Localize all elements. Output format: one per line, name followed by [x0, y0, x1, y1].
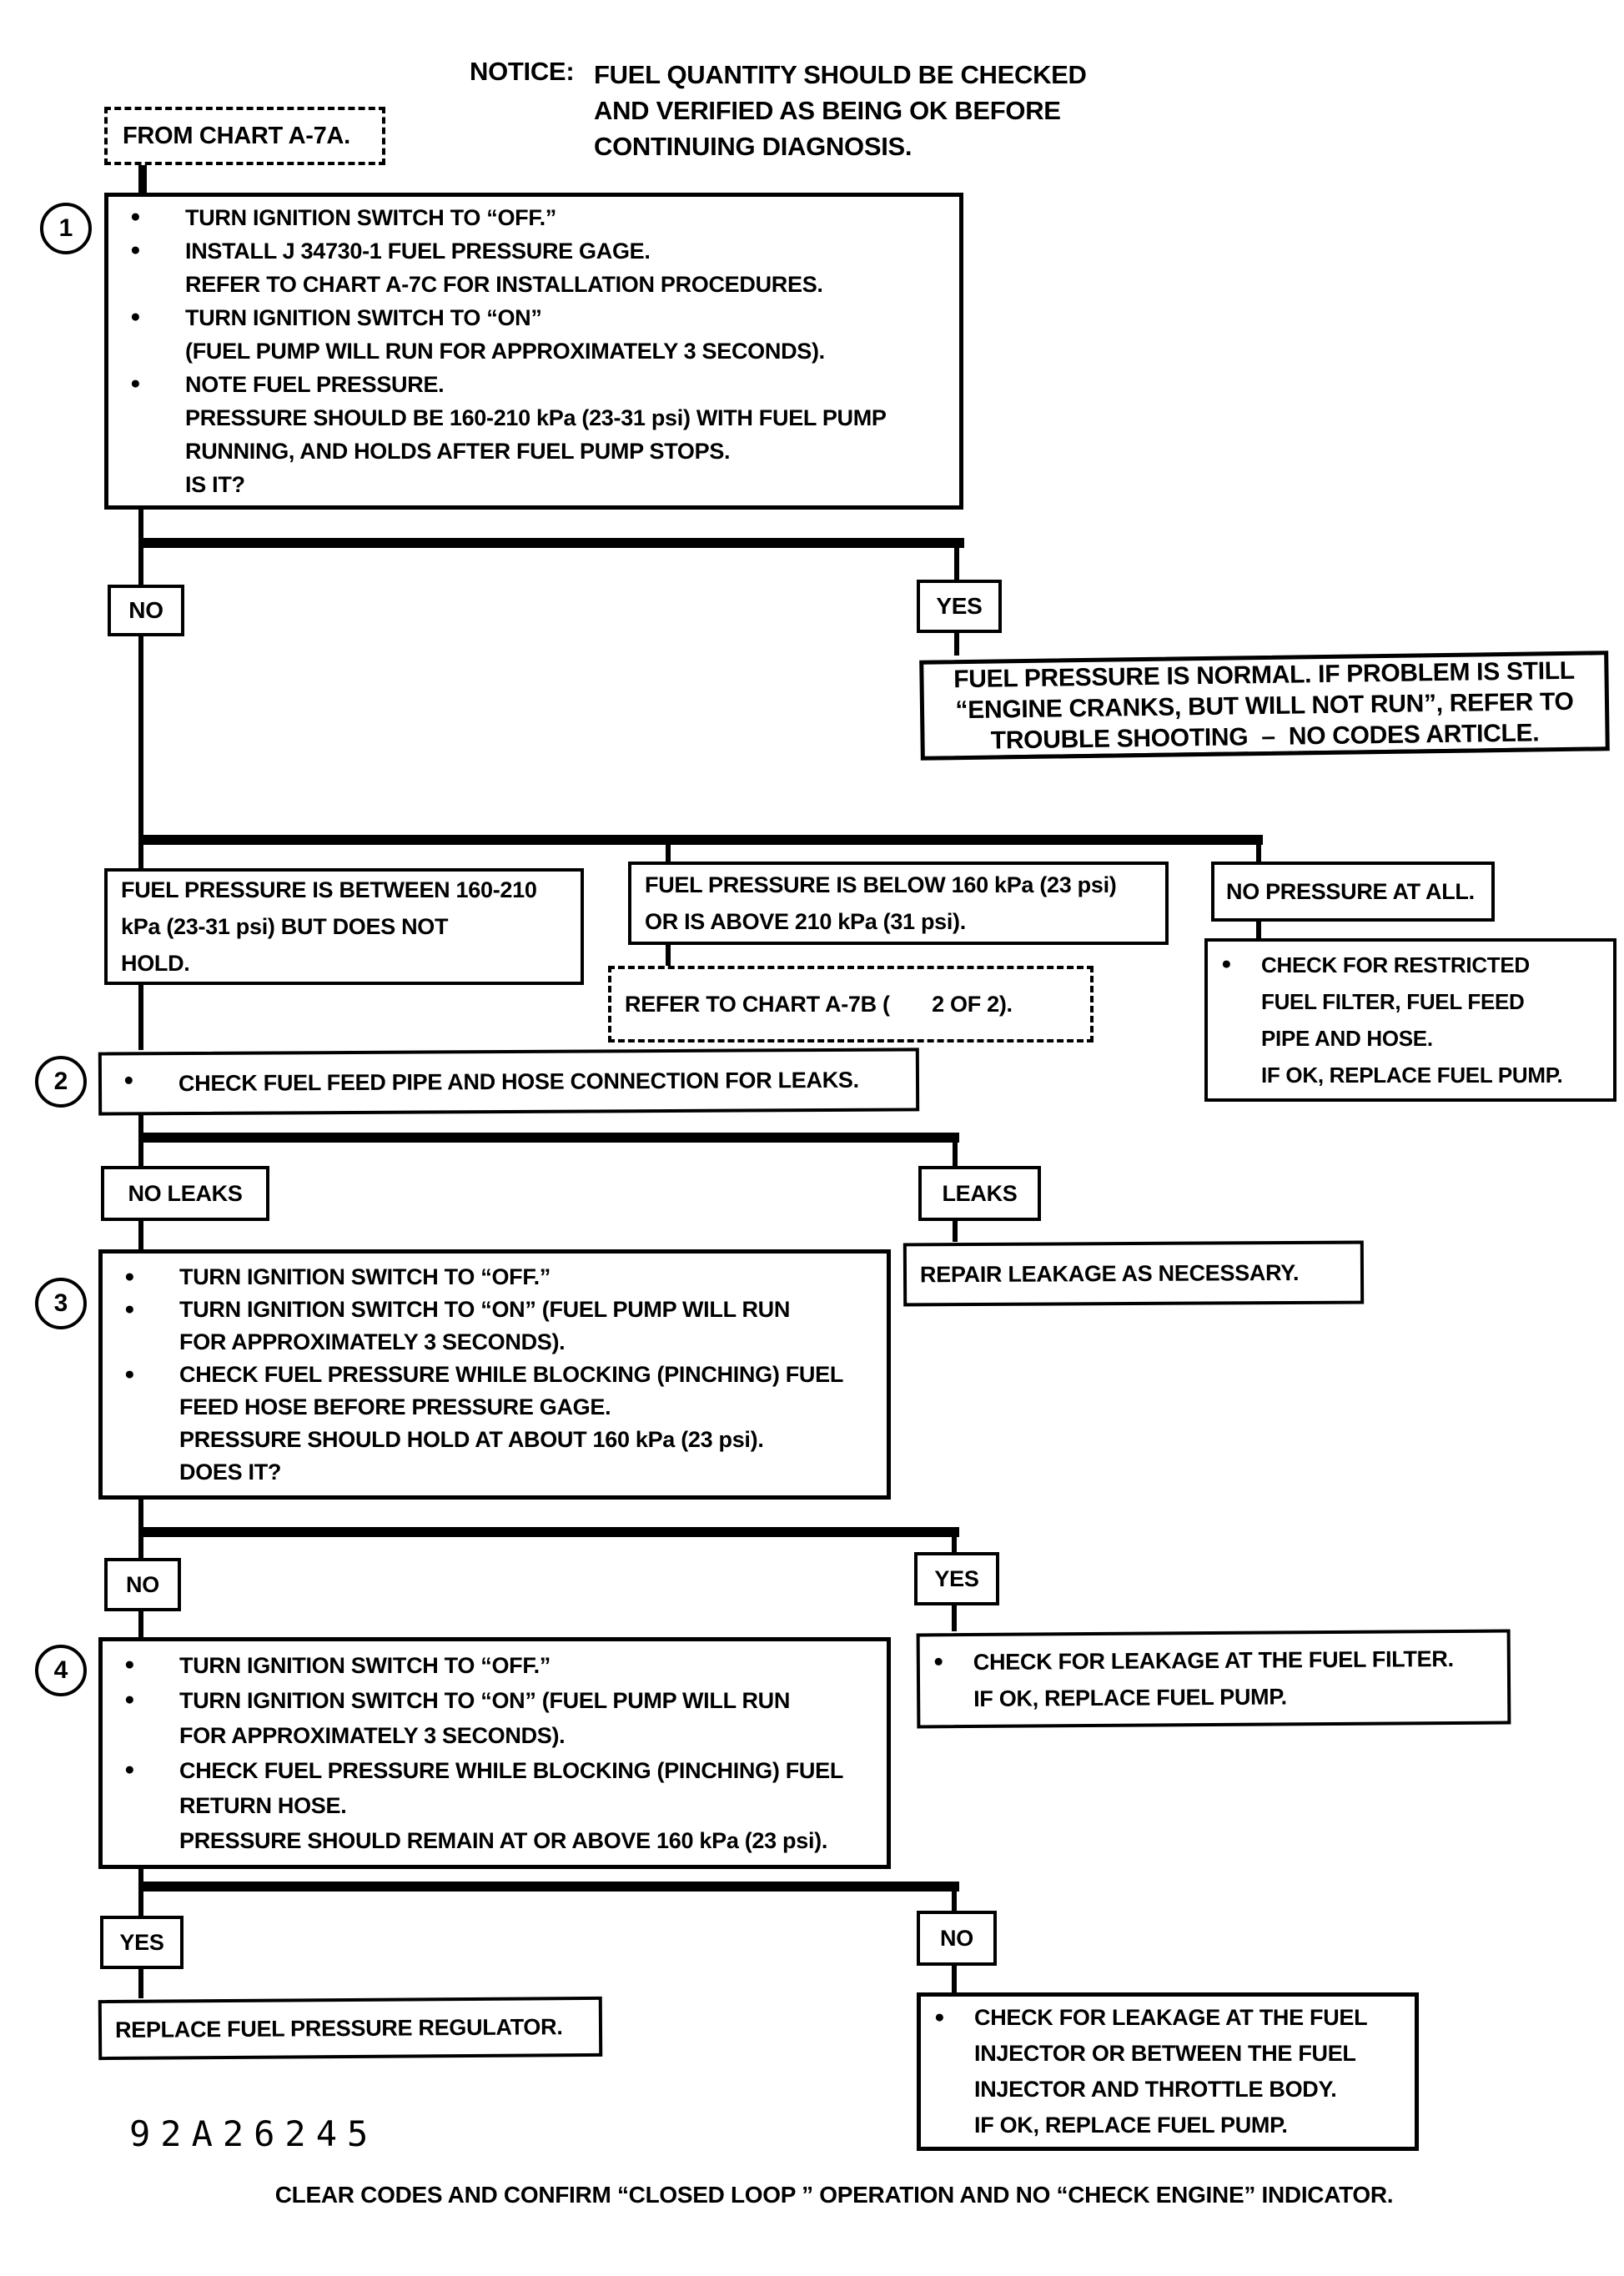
- no-pressure-box: NO PRESSURE AT ALL.: [1211, 862, 1495, 922]
- text-line: [921, 2000, 1415, 2036]
- from-chart-a7a-box: FROM CHART A-7A.: [104, 107, 385, 165]
- connector-bar: [138, 1882, 959, 1892]
- step1-circle: [40, 203, 92, 254]
- text-line: [920, 1640, 1507, 1681]
- text-line-content: IS IT?: [185, 472, 245, 497]
- bullet-icon: ●: [124, 1364, 135, 1384]
- connector-line: [952, 1892, 957, 1911]
- text-line-content: INJECTOR OR BETWEEN THE FUEL: [974, 2041, 1356, 2066]
- trouble-shooting-underlined: TROUBLE SHOOTING: [991, 723, 1249, 757]
- normal-line-1: FUEL PRESSURE IS NORMAL. IF PROBLEM IS STILL: [953, 656, 1575, 693]
- bullet-icon: ●: [123, 1069, 134, 1089]
- connector-line: [138, 1892, 143, 1916]
- text-line: [108, 908, 581, 945]
- connector-line: [138, 1500, 143, 1527]
- text-line: [108, 468, 959, 501]
- footer-instruction: CLEAR CODES AND CONFIRM “CLOSED LOOP ” OPERATION AND NO “CHECK ENGINE” INDICATOR.: [274, 2182, 1394, 2208]
- refer-chart-a7b-box: REFER TO CHART A-7B ( 2 OF 2).: [608, 966, 1094, 1043]
- connector-line: [138, 985, 143, 1050]
- notice-text: [594, 57, 1087, 164]
- connector-line: [952, 1966, 957, 1992]
- text-line: [108, 301, 959, 334]
- text-line: [103, 1391, 887, 1424]
- dash-separator: –: [1248, 722, 1290, 751]
- text-line: [108, 435, 959, 468]
- text-line-content: FUEL PRESSURE IS BETWEEN 160-210: [121, 877, 537, 902]
- notice-line-1: FUEL QUANTITY SHOULD BE CHECKED: [594, 60, 1087, 89]
- connector-line: [138, 1113, 143, 1133]
- text-line-content: (FUEL PUMP WILL RUN FOR APPROXIMATELY 3 SECONDS).: [185, 339, 825, 364]
- step3-box: [98, 1249, 891, 1500]
- bullet-icon: ●: [1221, 954, 1232, 973]
- text-line-content: FUEL PRESSURE IS BELOW 160 kPa (23 psi): [645, 872, 1117, 897]
- text-line-content: REFER TO CHART A-7C FOR INSTALLATION PROCEDURES.: [185, 272, 823, 297]
- text-line-content: INJECTOR AND THROTTLE BODY.: [974, 2077, 1337, 2102]
- text-line-content: TURN IGNITION SWITCH TO “ON” (FUEL PUMP WILL RUN: [179, 1296, 791, 1322]
- text-line-content: DOES IT?: [179, 1459, 282, 1485]
- step1-box: [104, 193, 963, 510]
- connector-line: [953, 1221, 958, 1242]
- text-line-content: IF OK, REPLACE FUEL PUMP.: [1261, 1063, 1563, 1088]
- connector-bar: [138, 538, 964, 548]
- text-line: [1208, 1057, 1613, 1093]
- decision1-yes-box: YES: [917, 580, 1002, 633]
- decision4-yes-box: YES: [100, 1916, 184, 1969]
- connector-line: [138, 636, 143, 835]
- text-line: [103, 1788, 887, 1823]
- text-line: [1208, 983, 1613, 1020]
- step2-number: 2: [53, 1068, 68, 1095]
- connector-line: [138, 1221, 143, 1249]
- text-line: [108, 268, 959, 301]
- text-line-content: RUNNING, AND HOLDS AFTER FUEL PUMP STOPS.: [185, 439, 731, 464]
- decision3-no-box: NO: [104, 1558, 181, 1611]
- text-line-content: CHECK FUEL FEED PIPE AND HOSE CONNECTION FOR LEAKS.: [178, 1067, 859, 1096]
- figure-code: 92A26245: [129, 2113, 379, 2154]
- text-line-content: CHECK FOR LEAKAGE AT THE FUEL FILTER.: [973, 1645, 1454, 1676]
- step4-box: [98, 1637, 891, 1869]
- text-line: [103, 1424, 887, 1456]
- text-line-content: TURN IGNITION SWITCH TO “OFF.”: [185, 205, 556, 230]
- text-line-content: PRESSURE SHOULD REMAIN AT OR ABOVE 160 kPa (23 psi).: [179, 1828, 828, 1853]
- text-line-content: HOLD.: [121, 951, 190, 976]
- text-line-content: TURN IGNITION SWITCH TO “ON”: [185, 305, 542, 330]
- bullet-icon: ●: [934, 2007, 945, 2027]
- text-line: [103, 1683, 887, 1718]
- check-filter-leakage-box: [917, 1630, 1511, 1729]
- connector-line: [666, 945, 671, 966]
- notice-label: NOTICE:: [470, 57, 575, 86]
- text-line: [631, 867, 1165, 903]
- bullet-icon: ●: [124, 1655, 135, 1674]
- connector-line: [138, 548, 143, 585]
- connector-line: [138, 845, 143, 868]
- step1-number: 1: [58, 214, 73, 242]
- text-line-content: FOR APPROXIMATELY 3 SECONDS).: [179, 1723, 566, 1748]
- fuel-pressure-normal-box: [919, 651, 1610, 761]
- connector-line: [138, 1969, 143, 1998]
- connector-bar: [138, 1527, 959, 1537]
- connector-bar: [138, 835, 1263, 845]
- text-line: [103, 1326, 887, 1359]
- pressure-out-of-range-box: [628, 862, 1169, 945]
- connector-line: [138, 510, 143, 538]
- bullet-icon: ●: [124, 1266, 135, 1286]
- notice-line-3: CONTINUING DIAGNOSIS.: [594, 132, 913, 161]
- text-line: [103, 1261, 887, 1294]
- text-line-content: TURN IGNITION SWITCH TO “OFF.”: [179, 1653, 551, 1678]
- bullet-icon: ●: [130, 307, 141, 326]
- text-line: [108, 234, 959, 268]
- bullet-icon: ●: [124, 1760, 135, 1779]
- repair-leakage-box: REPAIR LEAKAGE AS NECESSARY.: [903, 1241, 1364, 1307]
- bullet-icon: ●: [124, 1690, 135, 1709]
- text-line-content: FOR APPROXIMATELY 3 SECONDS).: [179, 1329, 566, 1354]
- bullet-icon: ●: [130, 207, 141, 226]
- text-line: [108, 201, 959, 234]
- text-line-content: IF OK, REPLACE FUEL PUMP.: [973, 1684, 1287, 1712]
- connector-line: [138, 1869, 143, 1882]
- text-line: [921, 2108, 1415, 2143]
- normal-line-2: “ENGINE CRANKS, BUT WILL NOT RUN”, REFER TO: [955, 687, 1574, 724]
- text-line: [108, 334, 959, 368]
- text-line: [108, 401, 959, 435]
- connector-line: [666, 845, 671, 862]
- text-line: [921, 2036, 1415, 2072]
- text-line: [103, 1294, 887, 1326]
- text-line: [108, 368, 959, 401]
- replace-regulator-box: REPLACE FUEL PRESSURE REGULATOR.: [98, 1997, 602, 2060]
- decision4-no-box: NO: [917, 1911, 997, 1966]
- bullet-icon: ●: [130, 374, 141, 393]
- text-line: [103, 1456, 887, 1489]
- text-line: [103, 1718, 887, 1753]
- text-line: [921, 2072, 1415, 2108]
- text-line-content: PIPE AND HOSE.: [1261, 1026, 1433, 1051]
- text-line-content: FUEL FILTER, FUEL FEED: [1261, 989, 1525, 1014]
- connector-line: [952, 1605, 957, 1631]
- connector-line: [1256, 845, 1261, 862]
- step3-number: 3: [53, 1289, 68, 1317]
- decision2-no-leaks-box: NO LEAKS: [101, 1166, 269, 1221]
- text-line-content: CHECK FUEL PRESSURE WHILE BLOCKING (PINCHING) FUEL: [179, 1758, 844, 1783]
- text-line-content: INSTALL J 34730-1 FUEL PRESSURE GAGE.: [185, 239, 651, 264]
- bullet-icon: ●: [933, 1651, 944, 1671]
- text-line: [108, 872, 581, 908]
- connector-line: [953, 1143, 958, 1166]
- text-line-content: CHECK FOR LEAKAGE AT THE FUEL: [974, 2005, 1368, 2030]
- text-line-content: TURN IGNITION SWITCH TO “OFF.”: [179, 1264, 551, 1289]
- text-line: [108, 945, 581, 982]
- notice-line-2: AND VERIFIED AS BEING OK BEFORE: [594, 96, 1061, 125]
- text-line-content: kPa (23-31 psi) BUT DOES NOT: [121, 914, 449, 939]
- text-line: [103, 1359, 887, 1391]
- bullet-icon: ●: [124, 1299, 135, 1319]
- text-line-content: RETURN HOSE.: [179, 1793, 347, 1818]
- check-injector-leakage-box: [917, 1992, 1419, 2151]
- text-line-content: CHECK FUEL PRESSURE WHILE BLOCKING (PINCHING) FUEL: [179, 1361, 844, 1387]
- step3-circle: [35, 1278, 87, 1329]
- text-line-content: CHECK FOR RESTRICTED: [1261, 952, 1530, 977]
- decision3-yes-box: YES: [914, 1552, 999, 1605]
- connector-line: [138, 1537, 143, 1558]
- no-codes-underlined: NO CODES ARTICLE.: [1289, 719, 1540, 753]
- text-line-content: FEED HOSE BEFORE PRESSURE GAGE.: [179, 1394, 611, 1419]
- step4-number: 4: [53, 1656, 68, 1684]
- step2-box: [98, 1048, 919, 1115]
- text-line-content: PRESSURE SHOULD BE 160-210 kPa (23-31 psi) WITH FUEL PUMP: [185, 405, 887, 430]
- connector-line: [952, 1537, 957, 1552]
- connector-line: [954, 548, 959, 580]
- text-line: [1208, 947, 1613, 983]
- check-restricted-filter-box: [1204, 938, 1616, 1102]
- decision1-no-box: NO: [108, 585, 184, 636]
- pressure-not-hold-box: [104, 868, 584, 985]
- connector-line: [138, 1611, 143, 1637]
- text-line: [102, 1067, 916, 1097]
- text-line-content: PRESSURE SHOULD HOLD AT ABOUT 160 kPa (23 psi).: [179, 1426, 764, 1452]
- connector-bar: [138, 1133, 959, 1143]
- decision2-leaks-box: LEAKS: [918, 1166, 1041, 1221]
- text-line: [631, 903, 1165, 940]
- step2-circle: [35, 1056, 87, 1108]
- text-line: [920, 1677, 1507, 1718]
- step4-circle: [35, 1645, 87, 1696]
- connector-line: [1256, 922, 1261, 938]
- text-line-content: OR IS ABOVE 210 kPa (31 psi).: [645, 909, 966, 934]
- connector-line: [138, 1143, 143, 1166]
- text-line-content: IF OK, REPLACE FUEL PUMP.: [974, 2113, 1288, 2138]
- text-line: [1208, 1020, 1613, 1057]
- text-line-content: TURN IGNITION SWITCH TO “ON” (FUEL PUMP WILL RUN: [179, 1688, 791, 1713]
- connector-line: [954, 633, 959, 656]
- bullet-icon: ●: [130, 240, 141, 259]
- connector-from-chart: [138, 165, 147, 193]
- text-line: [103, 1753, 887, 1788]
- text-line: [103, 1648, 887, 1683]
- text-line-content: NOTE FUEL PRESSURE.: [185, 372, 445, 397]
- text-line: [103, 1823, 887, 1858]
